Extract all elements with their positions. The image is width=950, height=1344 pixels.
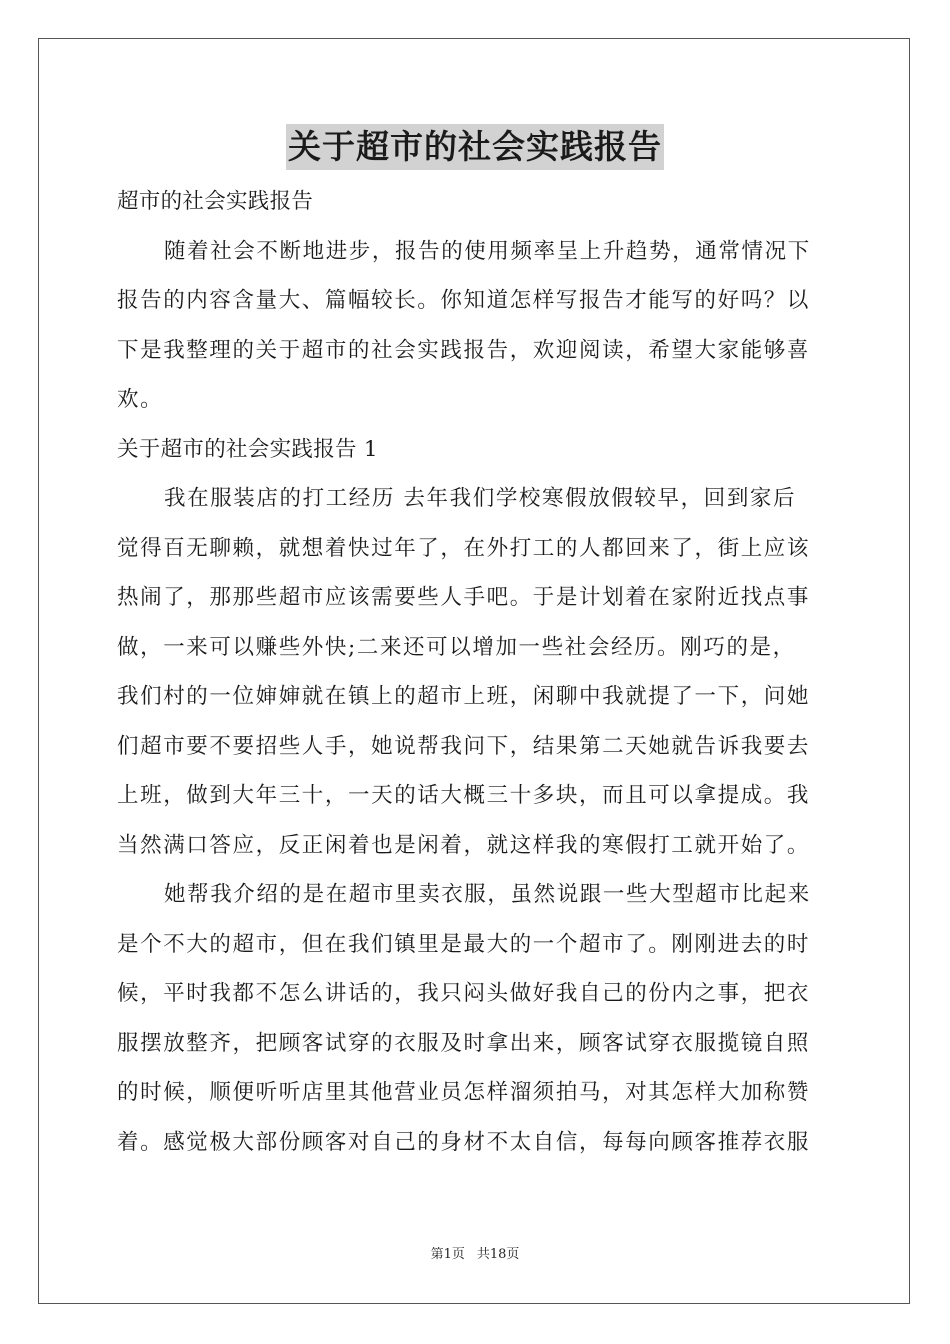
- paragraph1-line: 当然满口答应，反正闲着也是闲着，就这样我的寒假打工就开始了。: [117, 832, 811, 858]
- paragraph1-line: 觉得百无聊赖，就想着快过年了，在外打工的人都回来了，街上应该: [117, 535, 811, 561]
- paragraph2-line: 她帮我介绍的是在超市里卖衣服，虽然说跟一些大型超市比起来: [164, 882, 811, 907]
- paragraph1-line: 我在服装店的打工经历 去年我们学校寒假放假较早，回到家后: [164, 486, 797, 511]
- document-subtitle: 超市的社会实践报告: [117, 189, 314, 214]
- paragraph1-line: 我们村的一位婶婶就在镇上的超市上班，闲聊中我就提了一下，问她: [117, 684, 811, 709]
- paragraph2-line: 是个不大的超市，但在我们镇里是最大的一个超市了。刚刚进去的时: [117, 931, 811, 957]
- intro-line: 下是我整理的关于超市的社会实践报告，欢迎阅读，希望大家能够喜: [117, 337, 811, 363]
- document-body: [117, 177, 837, 1167]
- paragraph2-line: 的时候，顺便听听店里其他营业员怎样溜须拍马，对其怎样大加称赞: [117, 1080, 811, 1105]
- current-page-number: 第1页: [430, 1247, 465, 1262]
- intro-line: 随着社会不断地进步，报告的使用频率呈上升趋势，通常情况下: [164, 238, 811, 264]
- page-footer: [0, 1246, 950, 1264]
- section-heading: 关于超市的社会实践报告 1: [117, 436, 378, 462]
- paragraph2-line: 着。感觉极大部份顾客对自己的身材不太自信，每每向顾客推荐衣服: [117, 1129, 811, 1155]
- document-title: 关于超市的社会实践报告: [286, 124, 664, 170]
- paragraph1-line: 热闹了，那那些超市应该需要些人手吧。于是计划着在家附近找点事: [117, 585, 811, 610]
- paragraph2-line: 服摆放整齐，把顾客试穿的衣服及时拿出来，顾客试穿衣服揽镜自照: [117, 1030, 811, 1056]
- paragraph1-line: 们超市要不要招些人手，她说帮我问下，结果第二天她就告诉我要去: [117, 733, 811, 759]
- paragraph1-line: 上班，做到大年三十，一天的话大概三十多块，而且可以拿提成。我: [117, 783, 811, 808]
- paragraph2-line: 候，平时我都不怎么讲话的，我只闷头做好我自己的份内之事，把衣: [117, 981, 811, 1006]
- title-container: [0, 124, 950, 170]
- paragraph1-line: 做，一来可以赚些外快;二来还可以增加一些社会经历。刚巧的是，: [117, 634, 796, 660]
- intro-line: 欢。: [117, 387, 164, 412]
- total-page-count: 共18页: [476, 1247, 520, 1262]
- intro-line: 报告的内容含量大、篇幅较长。你知道怎样写报告才能写的好吗？以: [117, 288, 811, 313]
